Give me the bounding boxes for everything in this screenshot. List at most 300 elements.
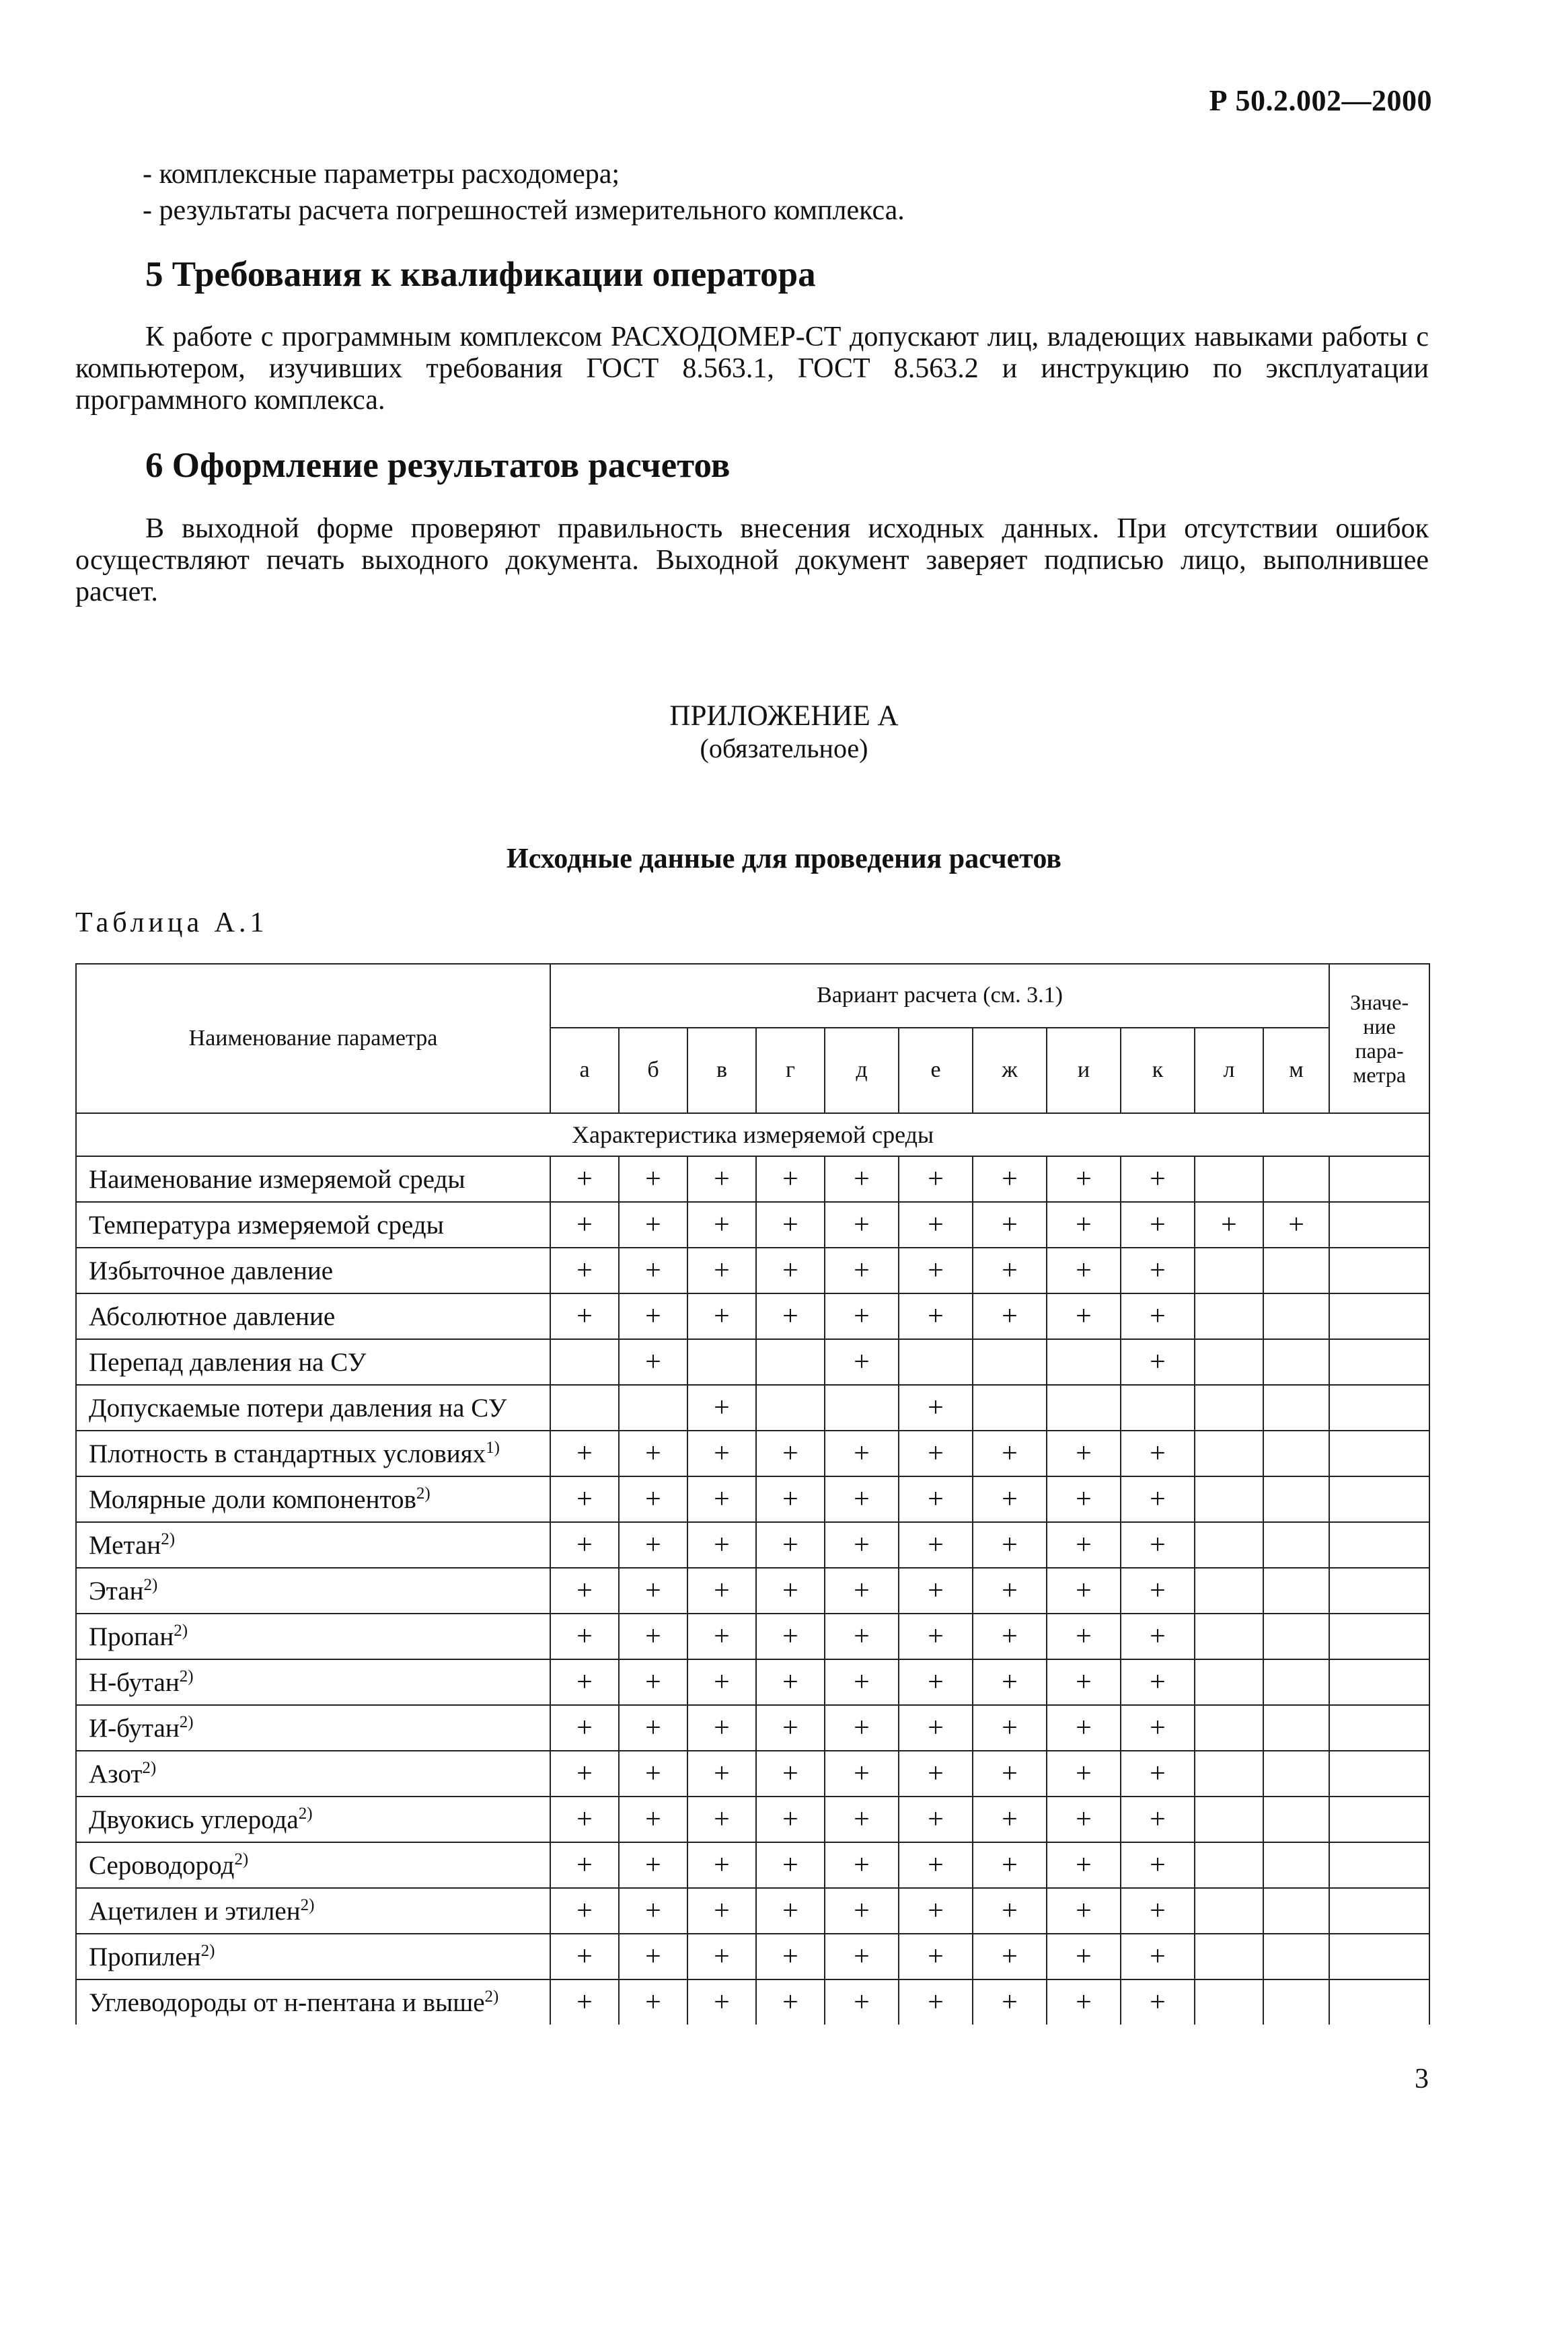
variant-mark: +: [550, 1797, 619, 1842]
variant-mark: +: [825, 1614, 899, 1659]
parameter-label: И-бутан: [89, 1713, 180, 1743]
variant-mark: [1263, 1705, 1329, 1751]
variant-mark: +: [756, 1751, 825, 1797]
variant-mark: [1263, 1385, 1329, 1431]
header-line: ние: [1363, 1014, 1396, 1039]
parameter-label: Этан: [89, 1576, 144, 1606]
variant-mark: +: [550, 1431, 619, 1476]
parameter-label: Двуокись углерода: [89, 1805, 299, 1834]
variant-mark: [1195, 1842, 1263, 1888]
variant-mark: +: [756, 1568, 825, 1614]
table-row: [76, 1431, 1429, 1476]
parameter-label: Н-бутан: [89, 1667, 180, 1697]
variant-mark: +: [1047, 1614, 1121, 1659]
variant-mark: +: [1121, 1934, 1195, 1979]
table-heading: Исходные данные для проведения расчетов: [507, 843, 1061, 874]
variant-mark: +: [1121, 1979, 1195, 2025]
variant-mark: +: [1121, 1248, 1195, 1293]
variant-mark: +: [1121, 1156, 1195, 1202]
variant-mark: +: [899, 1659, 973, 1705]
variant-mark: +: [1121, 1751, 1195, 1797]
table-row: [76, 1797, 1429, 1842]
parameter-value: [1329, 1293, 1429, 1339]
variant-mark: [1195, 1568, 1263, 1614]
variant-mark: +: [1121, 1614, 1195, 1659]
variant-mark: +: [1121, 1568, 1195, 1614]
variant-mark: +: [1047, 1659, 1121, 1705]
variant-mark: [1195, 1659, 1263, 1705]
page-number: 3: [1415, 2064, 1429, 2094]
variant-mark: [973, 1339, 1047, 1385]
parameter-value: [1329, 1522, 1429, 1568]
header-line: пара-: [1355, 1039, 1404, 1063]
variant-mark: +: [973, 1156, 1047, 1202]
variant-mark: +: [756, 1522, 825, 1568]
variant-mark: [1263, 1476, 1329, 1522]
variant-mark: +: [825, 1934, 899, 1979]
variant-mark: +: [619, 1339, 687, 1385]
variant-mark: +: [550, 1888, 619, 1934]
variant-mark: +: [1047, 1797, 1121, 1842]
variant-mark: +: [687, 1934, 756, 1979]
variant-mark: +: [1121, 1659, 1195, 1705]
variant-mark: +: [899, 1568, 973, 1614]
variant-mark: [1195, 1476, 1263, 1522]
table-row: [76, 1156, 1429, 1202]
variant-mark: [1263, 1979, 1329, 2025]
parameter-label: Углеводороды от н-пентана и выше: [89, 1988, 485, 2017]
variant-mark: +: [550, 1568, 619, 1614]
variant-mark: +: [973, 1979, 1047, 2025]
variant-mark: +: [619, 1522, 687, 1568]
variant-mark: +: [1047, 1476, 1121, 1522]
variant-mark: +: [687, 1614, 756, 1659]
variant-mark: +: [825, 1659, 899, 1705]
variant-mark: [550, 1339, 619, 1385]
section-5-heading: 5 Требования к квалификации оператора: [145, 255, 816, 294]
parameter-label: Метан: [89, 1530, 161, 1560]
variant-mark: +: [619, 1614, 687, 1659]
section-6-paragraph: В выходной форме проверяют правильность внесения исходных данных. При отсутствии ошибок осуществляют печать выходного документа. Выходной документ заверяет подписью лицо, выполнившее расчет.: [75, 513, 1429, 607]
variant-mark: +: [756, 1842, 825, 1888]
variant-mark: +: [899, 1934, 973, 1979]
variant-letter-header: к: [1121, 1028, 1195, 1113]
variant-mark: +: [756, 1202, 825, 1248]
parameter-value: [1329, 1979, 1429, 2025]
variant-mark: +: [1047, 1751, 1121, 1797]
table-row: [76, 1659, 1429, 1705]
parameter-value: [1329, 1659, 1429, 1705]
variant-mark: +: [899, 1522, 973, 1568]
footnote-ref: 2): [142, 1758, 157, 1777]
parameter-name: [76, 1568, 550, 1614]
variant-mark: +: [550, 1979, 619, 2025]
parameter-name: [76, 1934, 550, 1979]
table-row: [76, 1293, 1429, 1339]
variant-mark: +: [1121, 1293, 1195, 1339]
variant-mark: +: [550, 1522, 619, 1568]
variant-mark: +: [1047, 1293, 1121, 1339]
appendix-subtitle: (обязательное): [700, 733, 868, 763]
variant-mark: [1263, 1659, 1329, 1705]
header-line: метра: [1353, 1063, 1407, 1087]
variant-mark: +: [687, 1751, 756, 1797]
variant-mark: +: [825, 1751, 899, 1797]
variant-mark: +: [899, 1202, 973, 1248]
variant-mark: [1195, 1614, 1263, 1659]
footnote-ref: 2): [174, 1621, 188, 1640]
section-5-paragraph: К работе с программным комплексом РАСХОДОМЕР-СТ допускают лиц, владеющих навыками работы с компьютером, изучивших требования ГОСТ 8.563.1, ГОСТ 8.563.2 и инструкцию по эксплуатации программного комплекса.: [75, 322, 1429, 416]
variant-mark: +: [687, 1842, 756, 1888]
variant-letter-header: д: [825, 1028, 899, 1113]
parameter-label: Пропилен: [89, 1942, 201, 1971]
variant-mark: +: [825, 1156, 899, 1202]
variant-mark: +: [756, 1659, 825, 1705]
variant-mark: +: [899, 1385, 973, 1431]
variant-mark: +: [687, 1293, 756, 1339]
variant-mark: +: [899, 1248, 973, 1293]
variant-mark: +: [1121, 1705, 1195, 1751]
variant-mark: +: [825, 1979, 899, 2025]
parameters-table: [75, 963, 1430, 2025]
parameter-name: [76, 1705, 550, 1751]
parameter-name: [76, 1979, 550, 2025]
section-6-heading: 6 Оформление результатов расчетов: [145, 446, 731, 485]
variant-mark: +: [973, 1248, 1047, 1293]
variant-mark: [1195, 1293, 1263, 1339]
variant-mark: +: [1047, 1202, 1121, 1248]
column-header-variant: Вариант расчета (см. 3.1): [550, 964, 1329, 1028]
variant-mark: [1263, 1751, 1329, 1797]
parameter-label: Сероводород: [89, 1850, 235, 1880]
variant-mark: +: [899, 1842, 973, 1888]
table-label: Таблица А.1: [75, 907, 268, 938]
variant-mark: +: [1047, 1248, 1121, 1293]
parameter-label: Плотность в стандартных условиях: [89, 1439, 486, 1468]
variant-mark: [756, 1385, 825, 1431]
variant-mark: [1195, 1385, 1263, 1431]
variant-mark: +: [619, 1934, 687, 1979]
table-row: [76, 1339, 1429, 1385]
variant-mark: +: [1121, 1476, 1195, 1522]
variant-mark: +: [756, 1614, 825, 1659]
variant-mark: +: [973, 1751, 1047, 1797]
variant-mark: +: [550, 1614, 619, 1659]
variant-mark: +: [825, 1797, 899, 1842]
table-row: [76, 1476, 1429, 1522]
parameter-name: [76, 1888, 550, 1934]
variant-mark: +: [550, 1659, 619, 1705]
section-row: [76, 1113, 1429, 1156]
variant-mark: [1195, 1339, 1263, 1385]
variant-mark: +: [973, 1431, 1047, 1476]
variant-mark: +: [1047, 1842, 1121, 1888]
variant-mark: +: [550, 1202, 619, 1248]
table-row: [76, 1568, 1429, 1614]
parameter-name: [76, 1431, 550, 1476]
parameter-value: [1329, 1431, 1429, 1476]
variant-mark: [687, 1339, 756, 1385]
variant-mark: [973, 1385, 1047, 1431]
variant-mark: +: [825, 1293, 899, 1339]
table-row: [76, 1614, 1429, 1659]
variant-mark: +: [619, 1431, 687, 1476]
parameter-label: Азот: [89, 1759, 143, 1788]
parameter-name: [76, 1248, 550, 1293]
variant-mark: +: [1121, 1842, 1195, 1888]
variant-mark: +: [973, 1797, 1047, 1842]
appendix-title: ПРИЛОЖЕНИЕ А: [669, 700, 899, 732]
variant-mark: +: [825, 1705, 899, 1751]
variant-mark: +: [899, 1476, 973, 1522]
variant-letter-header: и: [1047, 1028, 1121, 1113]
variant-mark: [1263, 1614, 1329, 1659]
parameter-label: Пропан: [89, 1622, 174, 1651]
variant-mark: +: [1047, 1888, 1121, 1934]
variant-mark: +: [825, 1842, 899, 1888]
table-row: [76, 1705, 1429, 1751]
variant-mark: [1047, 1339, 1121, 1385]
table-row: [76, 1979, 1429, 2025]
variant-mark: +: [619, 1202, 687, 1248]
variant-letter-header: м: [1263, 1028, 1329, 1113]
variant-mark: +: [687, 1659, 756, 1705]
parameter-label: Перепад давления на СУ: [89, 1347, 367, 1377]
variant-mark: +: [973, 1842, 1047, 1888]
variant-mark: +: [825, 1202, 899, 1248]
variant-mark: +: [1121, 1202, 1195, 1248]
variant-mark: +: [756, 1888, 825, 1934]
variant-mark: +: [825, 1888, 899, 1934]
variant-mark: +: [973, 1934, 1047, 1979]
parameter-value: [1329, 1842, 1429, 1888]
variant-mark: +: [1121, 1888, 1195, 1934]
variant-mark: +: [973, 1705, 1047, 1751]
variant-mark: [1263, 1842, 1329, 1888]
parameter-value: [1329, 1797, 1429, 1842]
variant-mark: +: [1121, 1339, 1195, 1385]
document-code: Р 50.2.002—2000: [1209, 84, 1432, 117]
variant-mark: +: [756, 1797, 825, 1842]
parameter-value: [1329, 1339, 1429, 1385]
parameter-name: [76, 1842, 550, 1888]
variant-mark: +: [1195, 1202, 1263, 1248]
parameter-name: [76, 1156, 550, 1202]
variant-mark: +: [550, 1705, 619, 1751]
variant-mark: +: [550, 1934, 619, 1979]
parameter-name: [76, 1659, 550, 1705]
variant-mark: +: [619, 1979, 687, 2025]
parameter-name: [76, 1202, 550, 1248]
variant-mark: +: [756, 1293, 825, 1339]
variant-mark: [1195, 1751, 1263, 1797]
variant-letter-header: а: [550, 1028, 619, 1113]
variant-mark: +: [973, 1293, 1047, 1339]
footnote-ref: 2): [234, 1850, 249, 1869]
variant-mark: +: [1047, 1522, 1121, 1568]
footnote-ref: 2): [416, 1484, 431, 1503]
variant-mark: [1263, 1293, 1329, 1339]
table-row: [76, 1202, 1429, 1248]
variant-mark: +: [687, 1568, 756, 1614]
variant-mark: +: [687, 1202, 756, 1248]
variant-mark: +: [619, 1751, 687, 1797]
variant-mark: +: [973, 1522, 1047, 1568]
variant-mark: +: [756, 1156, 825, 1202]
variant-mark: [1263, 1339, 1329, 1385]
variant-mark: +: [973, 1202, 1047, 1248]
table-row: [76, 1934, 1429, 1979]
footnote-ref: 2): [200, 1941, 215, 1960]
parameter-name: [76, 1385, 550, 1431]
variant-mark: +: [550, 1248, 619, 1293]
variant-mark: +: [1121, 1797, 1195, 1842]
variant-mark: +: [1047, 1568, 1121, 1614]
variant-letter-header: г: [756, 1028, 825, 1113]
parameter-value: [1329, 1202, 1429, 1248]
variant-mark: +: [756, 1476, 825, 1522]
footnote-ref: 2): [298, 1804, 313, 1823]
variant-mark: +: [619, 1797, 687, 1842]
variant-mark: +: [899, 1705, 973, 1751]
parameter-name: [76, 1797, 550, 1842]
variant-mark: +: [1047, 1705, 1121, 1751]
variant-mark: +: [973, 1568, 1047, 1614]
parameter-value: [1329, 1156, 1429, 1202]
variant-mark: +: [550, 1156, 619, 1202]
variant-mark: +: [899, 1797, 973, 1842]
footnote-ref: 2): [179, 1667, 194, 1686]
parameter-value: [1329, 1705, 1429, 1751]
parameter-label: Абсолютное давление: [89, 1301, 336, 1331]
variant-mark: [1263, 1431, 1329, 1476]
variant-mark: +: [1047, 1156, 1121, 1202]
table-row: [76, 1842, 1429, 1888]
variant-mark: +: [687, 1156, 756, 1202]
variant-letter-header: ж: [973, 1028, 1047, 1113]
variant-mark: +: [973, 1659, 1047, 1705]
parameter-value: [1329, 1568, 1429, 1614]
variant-mark: [1263, 1888, 1329, 1934]
variant-mark: +: [619, 1888, 687, 1934]
parameter-name: [76, 1339, 550, 1385]
variant-mark: +: [1263, 1202, 1329, 1248]
variant-letter-header: е: [899, 1028, 973, 1113]
variant-mark: +: [687, 1705, 756, 1751]
parameter-value: [1329, 1934, 1429, 1979]
variant-mark: [550, 1385, 619, 1431]
variant-mark: +: [1121, 1522, 1195, 1568]
variant-mark: +: [825, 1431, 899, 1476]
parameter-label: Наименование измеряемой среды: [89, 1164, 465, 1194]
variant-mark: [1047, 1385, 1121, 1431]
variant-mark: +: [687, 1431, 756, 1476]
variant-mark: +: [973, 1614, 1047, 1659]
parameter-label: Температура измеряемой среды: [89, 1210, 444, 1240]
parameter-value: [1329, 1751, 1429, 1797]
variant-letter-header: в: [687, 1028, 756, 1113]
variant-mark: +: [756, 1248, 825, 1293]
parameter-value: [1329, 1614, 1429, 1659]
variant-mark: [1195, 1934, 1263, 1979]
variant-mark: +: [973, 1888, 1047, 1934]
variant-mark: +: [619, 1659, 687, 1705]
variant-mark: [1263, 1156, 1329, 1202]
parameter-label: Молярные доли компонентов: [89, 1484, 416, 1514]
variant-mark: +: [550, 1842, 619, 1888]
variant-mark: +: [756, 1934, 825, 1979]
variant-mark: +: [756, 1431, 825, 1476]
variant-mark: +: [899, 1751, 973, 1797]
column-header-value: [1329, 964, 1429, 1113]
variant-mark: +: [825, 1339, 899, 1385]
parameter-value: [1329, 1476, 1429, 1522]
list-item: - результаты расчета погрешностей измерительного комплекса.: [143, 195, 905, 226]
variant-mark: +: [1047, 1431, 1121, 1476]
variant-mark: +: [1047, 1979, 1121, 2025]
variant-mark: +: [899, 1156, 973, 1202]
variant-mark: +: [899, 1431, 973, 1476]
footnote-ref: 2): [179, 1712, 194, 1731]
footnote-ref: 1): [486, 1438, 500, 1457]
table-row: [76, 1522, 1429, 1568]
variant-mark: +: [619, 1842, 687, 1888]
variant-mark: [756, 1339, 825, 1385]
variant-mark: +: [550, 1751, 619, 1797]
header-line: Значе-: [1350, 990, 1409, 1014]
footnote-ref: 2): [161, 1530, 176, 1548]
variant-mark: +: [899, 1888, 973, 1934]
variant-mark: +: [973, 1476, 1047, 1522]
variant-mark: +: [687, 1888, 756, 1934]
parameter-value: [1329, 1385, 1429, 1431]
parameter-name: [76, 1522, 550, 1568]
variant-mark: +: [687, 1385, 756, 1431]
variant-mark: [825, 1385, 899, 1431]
variant-mark: +: [899, 1293, 973, 1339]
variant-mark: +: [619, 1568, 687, 1614]
variant-mark: [1263, 1522, 1329, 1568]
parameter-value: [1329, 1888, 1429, 1934]
footnote-ref: 2): [143, 1575, 158, 1594]
section-title: Характеристика измеряемой среды: [76, 1113, 1429, 1156]
variant-mark: [1195, 1979, 1263, 2025]
variant-mark: [1195, 1248, 1263, 1293]
table-row: [76, 1888, 1429, 1934]
variant-mark: [619, 1385, 687, 1431]
variant-mark: +: [756, 1705, 825, 1751]
parameter-name: [76, 1614, 550, 1659]
parameter-name: [76, 1476, 550, 1522]
variant-mark: +: [1047, 1934, 1121, 1979]
list-item: - комплексные параметры расходомера;: [143, 159, 620, 190]
variant-mark: +: [619, 1476, 687, 1522]
variant-letter-header: б: [619, 1028, 687, 1113]
variant-mark: [1195, 1888, 1263, 1934]
parameter-name: [76, 1751, 550, 1797]
variant-mark: [1263, 1568, 1329, 1614]
variant-mark: [899, 1339, 973, 1385]
variant-mark: +: [687, 1476, 756, 1522]
parameter-label: Избыточное давление: [89, 1256, 334, 1285]
variant-mark: [1121, 1385, 1195, 1431]
footnote-ref: 2): [484, 1987, 499, 2006]
variant-mark: +: [899, 1614, 973, 1659]
variant-mark: [1263, 1248, 1329, 1293]
variant-mark: [1263, 1797, 1329, 1842]
variant-mark: +: [550, 1476, 619, 1522]
variant-mark: [1195, 1705, 1263, 1751]
